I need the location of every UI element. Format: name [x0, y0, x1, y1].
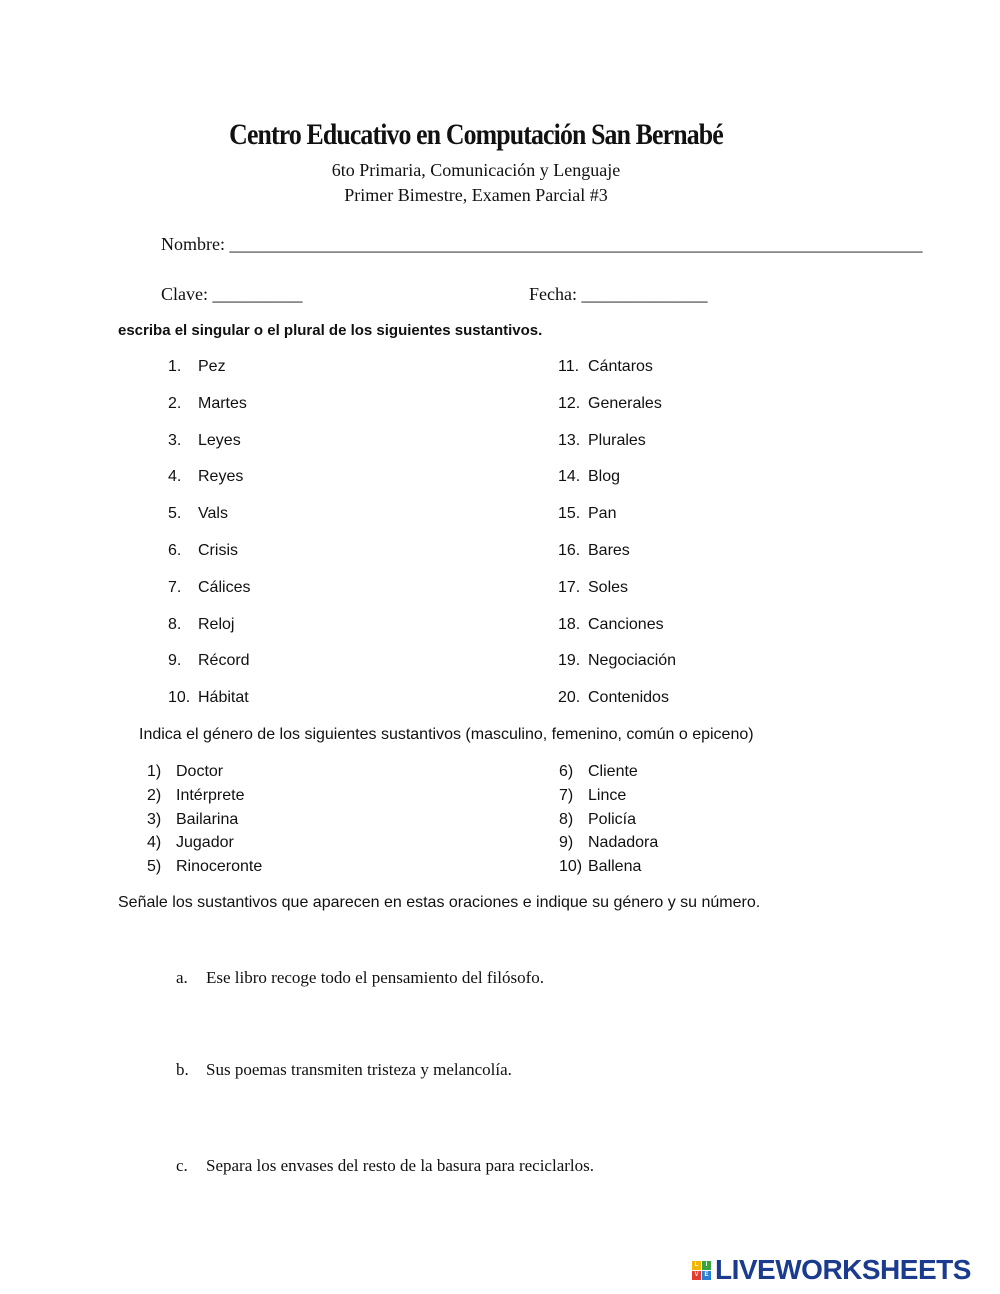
item-word: Hábitat: [198, 689, 249, 707]
nombre-label: Nombre:: [161, 234, 225, 254]
school-title: Centro Educativo en Computación San Bernabé: [229, 118, 723, 151]
item-number: 17.: [558, 578, 581, 596]
item-number: 12.: [558, 394, 581, 412]
section2-right-list: [559, 763, 658, 882]
item-word: Ballena: [588, 858, 642, 876]
logo-icon: [692, 1261, 711, 1280]
item-word: Crisis: [198, 541, 238, 559]
list-item: [147, 763, 262, 787]
item-number: 2.: [168, 394, 182, 412]
sentence-item: [176, 1060, 512, 1080]
list-item: [559, 763, 658, 787]
item-word: Leyes: [198, 431, 241, 449]
item-word: Bailarina: [176, 810, 239, 828]
item-number: 3): [147, 810, 162, 828]
list-item: [168, 689, 250, 726]
item-word: Canciones: [588, 615, 664, 633]
item-word: Pez: [198, 358, 226, 375]
item-number: 9.: [168, 652, 182, 670]
item-number: 15.: [558, 505, 581, 523]
section1-instruction: escriba el singular o el plural de los siguientes sustantivos.: [118, 322, 543, 339]
item-word: Doctor: [176, 763, 224, 780]
item-number: 19.: [558, 652, 581, 670]
section2-instruction: Indica el género de los siguientes sustantivos (masculino, femenino, común o epiceno): [139, 726, 754, 743]
item-word: Rinoceronte: [176, 858, 263, 876]
item-word: Martes: [198, 394, 247, 412]
sentence-letter: b.: [176, 1060, 189, 1079]
item-number: 10): [559, 858, 583, 876]
sentence-text: Separa los envases del resto de la basura para reciclarlos.: [206, 1156, 594, 1175]
item-number: 6.: [168, 541, 182, 559]
list-item: [168, 505, 250, 542]
item-number: 7): [559, 786, 574, 804]
list-item: [558, 358, 676, 395]
item-word: Soles: [588, 578, 629, 596]
item-number: 8): [559, 810, 574, 828]
list-item: [168, 432, 250, 469]
item-number: 1.: [168, 358, 182, 375]
item-number: 14.: [558, 468, 581, 486]
item-word: Policía: [588, 810, 637, 828]
list-item: [147, 787, 262, 811]
item-word: Cálices: [198, 578, 251, 596]
list-item: [168, 358, 250, 395]
list-item: [168, 652, 250, 689]
item-word: Blog: [588, 468, 621, 486]
item-number: 10.: [168, 689, 191, 707]
list-item: [168, 579, 250, 616]
item-number: 13.: [558, 431, 581, 449]
item-word: Récord: [198, 652, 250, 670]
item-number: 11.: [558, 358, 580, 375]
item-number: 6): [559, 763, 574, 780]
logo-block: E: [702, 1271, 711, 1280]
item-word: Plurales: [588, 431, 646, 449]
exam-subtitle: Primer Bimestre, Examen Parcial #3: [344, 185, 608, 205]
clave-field[interactable]: [161, 284, 303, 305]
list-item: [558, 505, 676, 542]
logo-text: LIVEWORKSHEETS: [715, 1254, 971, 1285]
fecha-line: ______________: [581, 284, 708, 304]
sentence-item: [176, 968, 544, 988]
list-item: [168, 542, 250, 579]
logo-block: V: [692, 1271, 701, 1280]
clave-label: Clave:: [161, 284, 208, 304]
nombre-line: _____________________________________________________________________________: [229, 234, 923, 254]
item-word: Cliente: [588, 763, 638, 780]
item-number: 1): [147, 763, 162, 780]
sentence-letter: a.: [176, 968, 188, 987]
sentence-text: Sus poemas transmiten tristeza y melancolía.: [206, 1060, 512, 1079]
sentence-text: Ese libro recoge todo el pensamiento del filósofo.: [206, 968, 545, 987]
course-subtitle: 6to Primaria, Comunicación y Lenguaje: [331, 160, 621, 180]
item-word: Jugador: [176, 834, 234, 852]
item-number: 4.: [168, 468, 182, 486]
item-word: Vals: [198, 505, 228, 523]
section3-instruction: Señale los sustantivos que aparecen en estas oraciones e indique su género y su número.: [118, 894, 761, 911]
sentence-item: [176, 1156, 594, 1176]
item-number: 8.: [168, 615, 182, 633]
list-item: [168, 395, 250, 432]
item-number: 20.: [558, 689, 581, 707]
item-word: Bares: [588, 541, 630, 559]
section2-left-list: [147, 763, 262, 882]
liveworksheets-logo[interactable]: [692, 1254, 971, 1286]
item-word: Contenidos: [588, 689, 669, 707]
list-item: [559, 811, 658, 835]
logo-block: I: [702, 1261, 711, 1270]
list-item: [558, 542, 676, 579]
list-item: [558, 468, 676, 505]
fecha-label: Fecha:: [529, 284, 577, 304]
item-word: Pan: [588, 505, 617, 523]
item-number: 3.: [168, 431, 182, 449]
nombre-field[interactable]: [161, 234, 922, 255]
item-number: 4): [147, 834, 162, 852]
item-word: Reloj: [198, 615, 235, 633]
list-item: [168, 616, 250, 653]
item-word: Reyes: [198, 468, 244, 486]
list-item: [558, 689, 676, 726]
fecha-field[interactable]: [529, 284, 707, 305]
item-word: Nadadora: [588, 834, 659, 852]
item-number: 5): [147, 858, 162, 876]
list-item: [558, 432, 676, 469]
list-item: [558, 652, 676, 689]
item-number: 18.: [558, 615, 581, 633]
item-number: 7.: [168, 578, 182, 596]
list-item: [558, 395, 676, 432]
item-word: Intérprete: [176, 786, 245, 804]
item-word: Negociación: [588, 652, 677, 670]
item-word: Generales: [588, 394, 662, 412]
list-item: [558, 579, 676, 616]
list-item: [559, 834, 658, 858]
list-item: [147, 858, 262, 882]
item-number: 16.: [558, 541, 581, 559]
list-item: [168, 468, 250, 505]
item-number: 9): [559, 834, 574, 852]
section1-right-list: [558, 358, 676, 726]
list-item: [559, 787, 658, 811]
item-number: 2): [147, 786, 162, 804]
section1-left-list: [168, 358, 250, 726]
clave-line: __________: [212, 284, 303, 304]
item-number: 5.: [168, 505, 182, 523]
sentence-letter: c.: [176, 1156, 188, 1175]
list-item: [559, 858, 658, 882]
list-item: [558, 616, 676, 653]
list-item: [147, 834, 262, 858]
item-word: Cántaros: [588, 358, 653, 375]
list-item: [147, 811, 262, 835]
item-word: Lince: [588, 786, 627, 804]
logo-block: L: [692, 1261, 701, 1270]
